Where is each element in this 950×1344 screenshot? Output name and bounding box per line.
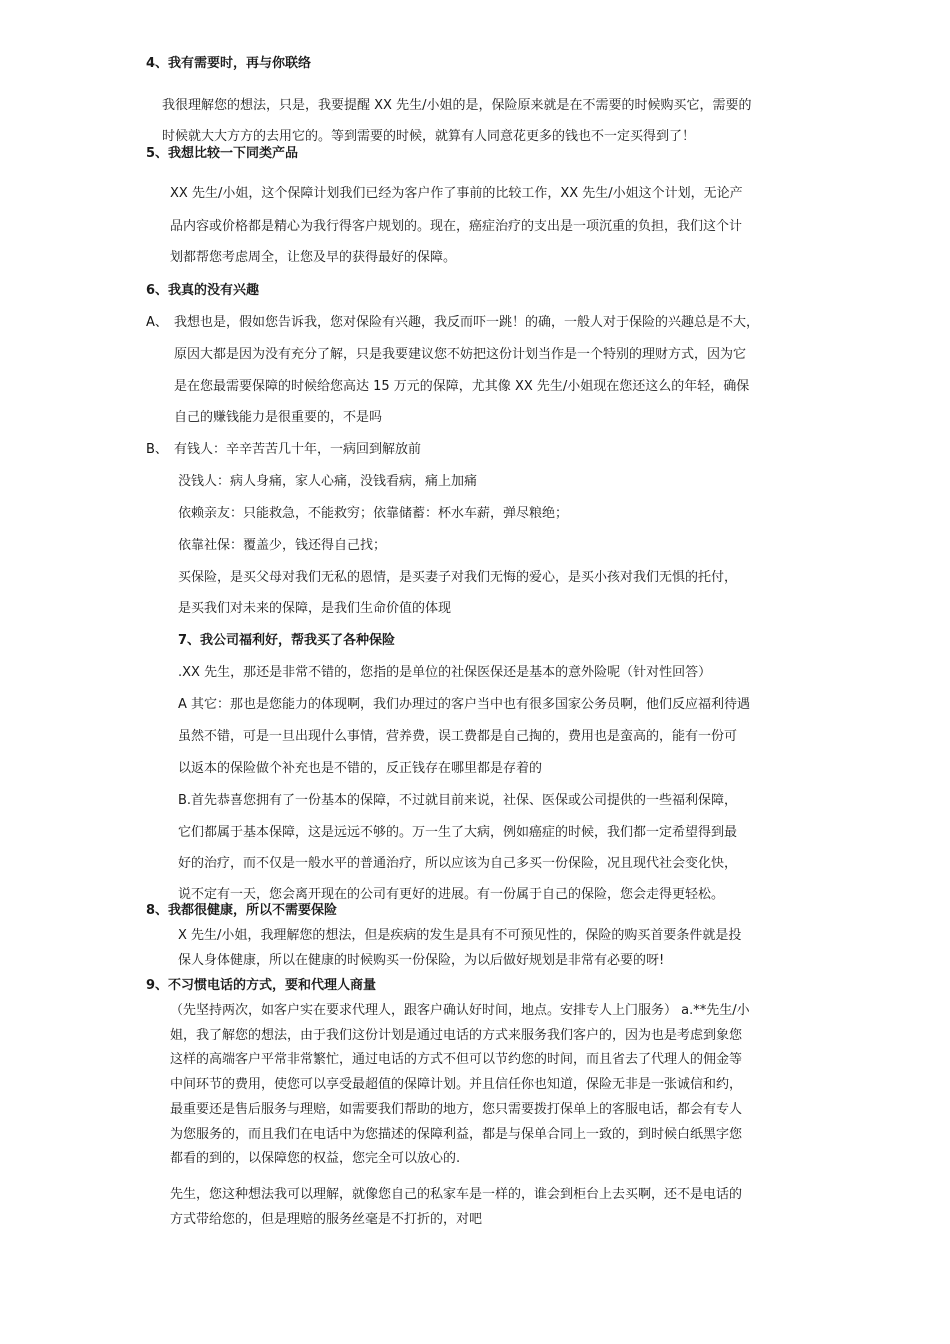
s5-line-1: XX 先生/小姐，这个保障计划我们已经为客户作了事前的比较工作，XX 先生/小姐这个计划，无论产: [170, 186, 743, 201]
s7-line-3: 虽然不错，可是一旦出现什么事情，营养费，误工费都是自己掏的，费用也是蛮高的，能有一份可: [178, 729, 738, 744]
s6a-line-3: 是在您最需要保障的时候给您高达 15 万元的保障，尤其像 XX 先生/小姐现在您还这么的年轻，确保: [174, 379, 750, 394]
s6a-line-1: 我想也是，假如您告诉我，您对保险有兴趣，我反而吓一跳！的确，一般人对于保险的兴趣总是不大，: [174, 315, 760, 330]
heading-6: 6、我真的没有兴趣: [146, 283, 260, 298]
s9-line-5: 最重要还是售后服务与理赔，如需要我们帮助的地方，您只需要拨打保单上的客服电话，都会有专人: [170, 1102, 743, 1117]
s6b-line-1: 有钱人：辛辛苦苦几十年，一病回到解放前: [174, 442, 422, 457]
s9-line-6: 为您服务的，而且我们在电话中为您描述的保障利益，都是与保单合同上一致的，到时候白纸黑字您: [170, 1127, 743, 1142]
s4-line-2: 时候就大大方方的去用它的。等到需要的时候，就算有人同意花更多的钱也不一定买得到了！: [162, 129, 696, 144]
s9-line-2: 姐，我了解您的想法，由于我们这份计划是通过电话的方式来服务我们客户的，因为也是考虑到象您: [170, 1028, 743, 1043]
s4-line-1: 我很理解您的想法，只是，我要提醒 XX 先生/小姐的是，保险原来就是在不需要的时候购买它，需要的: [162, 98, 752, 113]
s7-line-2: A 其它：那也是您能力的体现啊，我们办理过的客户当中也有很多国家公务员啊，他们反应福利待遇: [178, 697, 751, 712]
marker-b: B、: [146, 442, 168, 457]
s6b-line-4: 依靠社保：覆盖少，钱还得自己找；: [178, 538, 387, 553]
s9-line-3: 这样的高端客户平常非常繁忙，通过电话的方式不但可以节约您的时间，而且省去了代理人的佣金等: [170, 1052, 743, 1067]
s6b-line-5: 买保险，是买父母对我们无私的恩情，是买妻子对我们无悔的爱心，是买小孩对我们无惧的托付，: [178, 570, 738, 585]
s9-extra-line-1: 先生，您这种想法我可以理解，就像您自己的私家车是一样的，谁会到柜台上去买啊，还不是电话的: [170, 1187, 743, 1202]
s5-line-2: 品内容或价格都是精心为我行得客户规划的。现在，癌症治疗的支出是一项沉重的负担，我们这个计: [170, 219, 743, 234]
s8-line-2: 保人身体健康，所以在健康的时候购买一份保险，为以后做好规划是非常有必要的呀!: [178, 953, 665, 968]
heading-9: 9、不习惯电话的方式，要和代理人商量: [146, 978, 377, 993]
heading-5: 5、我想比较一下同类产品: [146, 146, 299, 161]
s7-line-1: .XX 先生，那还是非常不错的，您指的是单位的社保医保还是基本的意外险呢（针对性回答）: [178, 665, 712, 680]
s7-line-8: 说不定有一天，您会离开现在的公司有更好的进展。有一份属于自己的保险，您会走得更轻松。: [178, 887, 725, 902]
s7-line-6: 它们都属于基本保障，这是远远不够的。万一生了大病，例如癌症的时候，我们都一定希望得到最: [178, 825, 738, 840]
s7-line-7: 好的治疗，而不仅是一般水平的普通治疗，所以应该为自己多买一份保险，况且现代社会变化快，: [178, 856, 738, 871]
s6b-line-2: 没钱人：病人身痛，家人心痛，没钱看病，痛上加痛: [178, 474, 478, 489]
s9-line-7: 都看的到的，以保障您的权益，您完全可以放心的.: [170, 1151, 461, 1166]
s6b-line-6: 是买我们对未来的保障，是我们生命价值的体现: [178, 601, 452, 616]
s7-line-5: B.首先恭喜您拥有了一份基本的保障，不过就目前来说，社保、医保或公司提供的一些福利保障，: [178, 793, 738, 808]
s6b-line-3: 依赖亲友：只能救急，不能救穷；依靠储蓄：杯水车薪，弹尽粮绝；: [178, 506, 569, 521]
s6a-line-4: 自己的赚钱能力是很重要的，不是吗: [174, 410, 383, 425]
heading-8: 8、我都很健康，所以不需要保险: [146, 903, 338, 918]
s9-extra-line-2: 方式带给您的，但是理赔的服务丝毫是不打折的，对吧: [170, 1212, 483, 1227]
heading-4: 4、我有需要时，再与你联络: [146, 56, 312, 71]
s5-line-3: 划都帮您考虑周全，让您及早的获得最好的保障。: [170, 250, 457, 265]
s9-line-1: （先坚持两次，如客户实在要求代理人，跟客户确认好时间，地点。安排专人上门服务） a.**先生/小: [170, 1003, 750, 1018]
s7-line-4: 以返本的保险做个补充也是不错的，反正钱存在哪里都是存着的: [178, 761, 543, 776]
s8-line-1: X 先生/小姐，我理解您的想法，但是疾病的发生是具有不可预见性的，保险的购买首要条件就是投: [178, 928, 742, 943]
s9-line-4: 中间环节的费用，使您可以享受最超值的保障计划。并且信任你也知道，保险无非是一张诚信和约，: [170, 1077, 743, 1092]
s6a-line-2: 原因大都是因为没有充分了解，只是我要建议您不妨把这份计划当作是一个特别的理财方式，因为它: [174, 347, 747, 362]
marker-a: A、: [146, 315, 168, 330]
heading-7: 7、我公司福利好，帮我买了各种保险: [178, 633, 396, 648]
